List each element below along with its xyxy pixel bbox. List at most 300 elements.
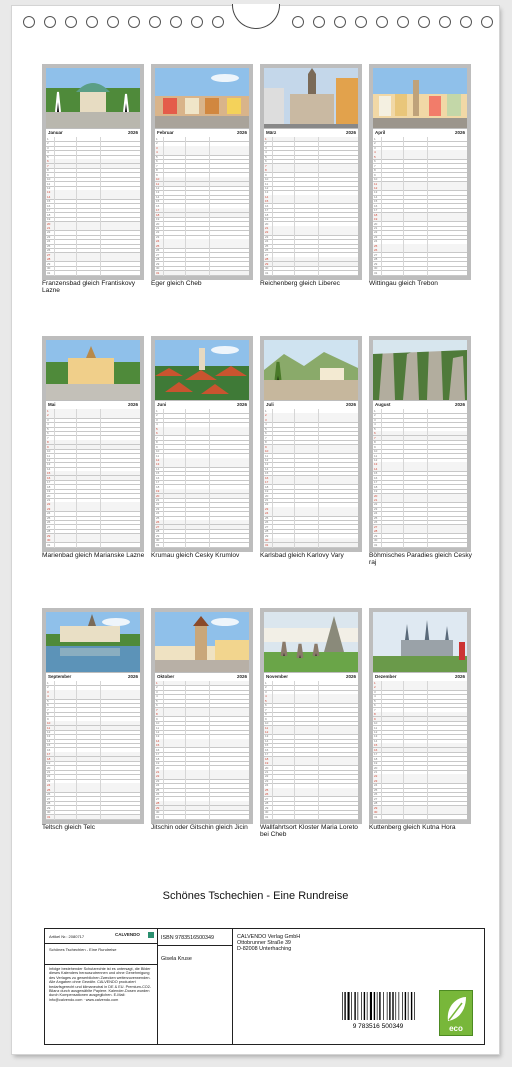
day-number: 16 xyxy=(156,203,160,208)
day-number: 28 xyxy=(374,529,378,534)
month-header xyxy=(46,129,140,137)
day-number: 9 xyxy=(265,444,267,449)
day-number: 9 xyxy=(47,444,49,449)
day-number: 26 xyxy=(47,520,51,525)
day-number: 25 xyxy=(374,515,378,520)
day-number: 13 xyxy=(374,190,378,195)
month-name: Juli xyxy=(266,402,274,407)
grid-column-line xyxy=(163,137,164,276)
day-number: 14 xyxy=(47,466,51,471)
day-number: 30 xyxy=(47,810,51,815)
day-number: 27 xyxy=(265,796,269,801)
month-year: 2026 xyxy=(345,674,356,679)
grid-column-line xyxy=(100,137,101,276)
day-number: 31 xyxy=(47,814,51,819)
day-number: 20 xyxy=(47,221,51,226)
day-number: 28 xyxy=(156,801,160,806)
day-number: 23 xyxy=(156,778,160,783)
day-number: 20 xyxy=(265,221,269,226)
day-number: 31 xyxy=(47,270,51,275)
binding-hole xyxy=(313,16,325,28)
day-number: 29 xyxy=(47,805,51,810)
panel-middle xyxy=(158,929,233,1044)
day-number: 4 xyxy=(374,694,376,699)
day-number: 20 xyxy=(374,221,378,226)
day-number: 25 xyxy=(265,243,269,248)
month-header xyxy=(373,129,467,137)
day-number: 19 xyxy=(47,489,51,494)
month-header xyxy=(264,401,358,409)
day-number: 11 xyxy=(265,725,269,730)
month-caption: Eger gleich Cheb xyxy=(151,280,202,287)
day-number: 29 xyxy=(374,805,378,810)
day-number: 16 xyxy=(156,475,160,480)
grid-column-line xyxy=(403,409,404,548)
day-number: 21 xyxy=(265,770,269,774)
binding-hole xyxy=(191,16,203,28)
grid-column-line xyxy=(209,409,210,548)
month-photo xyxy=(264,340,358,400)
day-number: 29 xyxy=(265,805,269,810)
day-number: 30 xyxy=(265,266,269,271)
day-number: 28 xyxy=(265,801,269,806)
day-number: 4 xyxy=(47,150,49,155)
binding-hole xyxy=(86,16,98,28)
barcode-number: 9 783516 500349 xyxy=(352,1023,404,1030)
day-number: 1 xyxy=(265,409,267,413)
grid-column-line xyxy=(185,137,186,276)
day-number: 15 xyxy=(265,199,269,204)
grid-column-line xyxy=(427,681,428,820)
day-grid xyxy=(264,681,358,820)
grid-column-line xyxy=(318,681,319,820)
day-number: 11 xyxy=(374,453,378,458)
month-photo xyxy=(46,68,140,128)
month-caption: Franzensbad gleich Frantiskovy Lazne xyxy=(42,280,136,295)
day-number: 25 xyxy=(156,787,160,792)
day-number: 24 xyxy=(156,783,160,788)
day-number: 17 xyxy=(47,480,51,485)
month-header xyxy=(46,401,140,409)
month-10 xyxy=(151,608,253,824)
day-number: 9 xyxy=(156,172,158,177)
day-number: 1 xyxy=(156,137,158,141)
day-number: 15 xyxy=(156,471,160,476)
month-photo xyxy=(373,612,467,672)
day-row xyxy=(155,543,249,548)
month-year: 2026 xyxy=(236,130,247,135)
month-header xyxy=(46,673,140,681)
day-number: 14 xyxy=(47,738,51,743)
day-number: 11 xyxy=(47,453,51,458)
month-year: 2026 xyxy=(127,130,138,135)
isbn: ISBN 9783516500349 xyxy=(161,935,215,941)
day-grid xyxy=(373,409,467,548)
day-number: 8 xyxy=(156,440,158,445)
day-number: 7 xyxy=(374,435,376,440)
day-number: 25 xyxy=(156,515,160,520)
day-number: 3 xyxy=(156,689,158,694)
day-number: 6 xyxy=(47,431,49,436)
day-number: 7 xyxy=(265,163,267,168)
day-number: 17 xyxy=(374,480,378,485)
day-number: 30 xyxy=(265,538,269,543)
day-number: 14 xyxy=(47,194,51,199)
day-number: 22 xyxy=(156,230,160,235)
day-number: 25 xyxy=(374,787,378,792)
day-number: 27 xyxy=(47,524,51,529)
day-number: 25 xyxy=(156,243,160,248)
month-name: November xyxy=(266,674,289,679)
day-number: 6 xyxy=(374,703,376,708)
day-number: 22 xyxy=(374,502,378,507)
month-photo xyxy=(46,612,140,672)
day-number: 2 xyxy=(47,141,49,146)
day-number: 19 xyxy=(265,217,269,222)
grid-column-line xyxy=(54,681,55,820)
binding-hole xyxy=(376,16,388,28)
day-number: 31 xyxy=(265,270,269,275)
day-number: 31 xyxy=(156,270,160,275)
day-number: 18 xyxy=(156,756,160,761)
day-number: 22 xyxy=(265,230,269,235)
day-number: 10 xyxy=(47,177,51,182)
day-number: 3 xyxy=(47,689,49,694)
day-number: 11 xyxy=(265,453,269,458)
day-number: 30 xyxy=(156,538,160,543)
grid-column-line xyxy=(76,409,77,548)
day-number: 5 xyxy=(374,426,376,431)
day-number: 22 xyxy=(47,230,51,235)
day-number: 2 xyxy=(156,141,158,146)
binding-hole xyxy=(170,16,182,28)
day-number: 4 xyxy=(265,694,267,699)
day-row xyxy=(155,815,249,820)
day-number: 24 xyxy=(374,239,378,244)
info-panel xyxy=(44,928,485,1045)
day-number: 3 xyxy=(265,417,267,422)
day-number: 14 xyxy=(265,738,269,743)
day-number: 26 xyxy=(374,520,378,525)
day-number: 20 xyxy=(374,765,378,770)
day-number: 19 xyxy=(156,761,160,766)
month-caption: Marienbad gleich Marianske Lazne xyxy=(42,552,145,559)
day-number: 11 xyxy=(47,725,51,730)
day-number: 20 xyxy=(265,493,269,498)
day-number: 8 xyxy=(374,168,376,173)
day-number: 13 xyxy=(47,734,51,739)
day-number: 27 xyxy=(374,252,378,257)
month-name: Februar xyxy=(157,130,174,135)
day-number: 2 xyxy=(374,413,376,418)
grid-column-line xyxy=(294,137,295,276)
month-11 xyxy=(260,608,362,824)
day-number: 3 xyxy=(47,417,49,422)
day-number: 19 xyxy=(156,217,160,222)
day-number: 23 xyxy=(47,506,51,511)
day-row xyxy=(155,271,249,276)
day-number: 10 xyxy=(374,177,378,182)
day-number: 13 xyxy=(156,734,160,739)
day-number: 26 xyxy=(374,792,378,797)
day-number: 13 xyxy=(47,190,51,195)
day-number: 25 xyxy=(47,243,51,248)
day-number: 31 xyxy=(265,542,269,547)
day-number: 22 xyxy=(156,502,160,507)
day-number: 2 xyxy=(47,413,49,418)
day-number: 12 xyxy=(47,729,51,734)
day-number: 16 xyxy=(156,747,160,752)
month-name: Januar xyxy=(48,130,63,135)
day-number: 28 xyxy=(47,801,51,806)
day-grid xyxy=(155,681,249,820)
month-year: 2026 xyxy=(454,130,465,135)
day-number: 2 xyxy=(265,413,267,418)
day-number: 8 xyxy=(156,712,158,717)
day-number: 31 xyxy=(156,542,160,547)
binding-hole xyxy=(355,16,367,28)
day-number: 16 xyxy=(47,747,51,752)
day-number: 12 xyxy=(156,729,160,734)
day-number: 8 xyxy=(374,440,376,445)
day-number: 4 xyxy=(47,422,49,427)
month-photo xyxy=(46,340,140,400)
day-number: 28 xyxy=(265,529,269,534)
day-number: 5 xyxy=(265,698,267,703)
day-number: 8 xyxy=(265,712,267,717)
day-number: 15 xyxy=(47,471,51,476)
month-2 xyxy=(151,64,253,280)
day-number: 24 xyxy=(47,783,51,788)
day-number: 31 xyxy=(374,814,378,819)
day-number: 5 xyxy=(374,698,376,703)
day-number: 1 xyxy=(47,681,49,685)
grid-column-line xyxy=(54,137,55,276)
day-number: 19 xyxy=(265,489,269,494)
grid-column-line xyxy=(100,681,101,820)
grid-column-line xyxy=(163,409,164,548)
day-number: 16 xyxy=(47,203,51,208)
day-number: 23 xyxy=(265,506,269,511)
binding-hole xyxy=(128,16,140,28)
day-number: 8 xyxy=(156,168,158,173)
day-number: 6 xyxy=(47,159,49,164)
day-number: 27 xyxy=(156,252,160,257)
grid-column-line xyxy=(54,409,55,548)
day-number: 7 xyxy=(156,163,158,168)
day-number: 15 xyxy=(374,199,378,204)
day-number: 2 xyxy=(374,141,376,146)
binding-hole xyxy=(397,16,409,28)
binding-hole xyxy=(439,16,451,28)
day-number: 2 xyxy=(265,685,267,690)
article-number: Artikel Nr.: 2080717 xyxy=(49,934,85,939)
day-number: 20 xyxy=(374,493,378,498)
day-number: 13 xyxy=(156,462,160,467)
day-number: 21 xyxy=(47,498,51,502)
day-number: 1 xyxy=(156,681,158,685)
grid-column-line xyxy=(272,137,273,276)
day-number: 7 xyxy=(374,163,376,168)
day-number: 7 xyxy=(265,707,267,712)
day-number: 5 xyxy=(374,154,376,159)
day-number: 29 xyxy=(265,533,269,538)
day-number: 27 xyxy=(374,524,378,529)
day-number: 26 xyxy=(156,520,160,525)
day-number: 4 xyxy=(47,694,49,699)
day-number: 4 xyxy=(156,694,158,699)
day-grid xyxy=(46,137,140,276)
day-number: 11 xyxy=(156,725,160,730)
day-number: 8 xyxy=(47,440,49,445)
day-number: 3 xyxy=(265,689,267,694)
month-name: Juni xyxy=(157,402,167,407)
grid-column-line xyxy=(318,409,319,548)
day-number: 23 xyxy=(374,778,378,783)
day-number: 9 xyxy=(374,172,376,177)
day-number: 26 xyxy=(156,248,160,253)
day-number: 28 xyxy=(156,529,160,534)
day-number: 12 xyxy=(265,729,269,734)
month-year: 2026 xyxy=(236,402,247,407)
day-number: 17 xyxy=(265,208,269,213)
day-number: 16 xyxy=(265,747,269,752)
day-number: 8 xyxy=(374,712,376,717)
grid-column-line xyxy=(76,137,77,276)
day-number: 17 xyxy=(156,752,160,757)
day-number: 27 xyxy=(47,796,51,801)
day-number: 9 xyxy=(374,716,376,721)
day-number: 19 xyxy=(374,217,378,222)
day-number: 26 xyxy=(47,792,51,797)
day-number: 4 xyxy=(374,150,376,155)
day-number: 18 xyxy=(374,484,378,489)
day-number: 13 xyxy=(265,190,269,195)
binding-hole xyxy=(418,16,430,28)
day-number: 25 xyxy=(47,787,51,792)
day-number: 1 xyxy=(47,409,49,413)
day-number: 7 xyxy=(47,707,49,712)
day-number: 28 xyxy=(374,801,378,806)
day-number: 23 xyxy=(374,506,378,511)
day-number: 1 xyxy=(374,681,376,685)
day-number: 4 xyxy=(156,150,158,155)
day-row xyxy=(46,815,140,820)
day-number: 21 xyxy=(156,226,160,230)
day-number: 2 xyxy=(156,413,158,418)
day-number: 26 xyxy=(265,520,269,525)
month-year: 2026 xyxy=(345,130,356,135)
day-number: 24 xyxy=(265,511,269,516)
publisher-street: Ottobrunner Straße 39 xyxy=(237,940,291,946)
day-number: 14 xyxy=(374,738,378,743)
day-number: 12 xyxy=(374,185,378,190)
day-number: 13 xyxy=(374,462,378,467)
day-number: 20 xyxy=(156,221,160,226)
month-8 xyxy=(369,336,471,552)
day-number: 31 xyxy=(47,542,51,547)
day-number: 10 xyxy=(156,721,160,726)
month-name: Mai xyxy=(48,402,56,407)
day-number: 19 xyxy=(265,761,269,766)
day-number: 11 xyxy=(47,181,51,186)
month-photo xyxy=(264,612,358,672)
day-number: 27 xyxy=(374,796,378,801)
month-year: 2026 xyxy=(236,674,247,679)
month-photo xyxy=(264,68,358,128)
day-number: 20 xyxy=(156,765,160,770)
grid-column-line xyxy=(318,137,319,276)
day-number: 18 xyxy=(156,484,160,489)
day-number: 3 xyxy=(374,417,376,422)
day-number: 18 xyxy=(374,212,378,217)
month-header xyxy=(155,401,249,409)
day-number: 25 xyxy=(265,515,269,520)
day-number: 29 xyxy=(156,533,160,538)
barcode xyxy=(340,992,416,1030)
day-number: 21 xyxy=(265,226,269,230)
day-number: 19 xyxy=(374,489,378,494)
day-number: 1 xyxy=(265,681,267,685)
month-caption: Kuttenberg gleich Kutna Hora xyxy=(369,824,456,831)
binding-hole xyxy=(292,16,304,28)
day-row xyxy=(46,271,140,276)
day-number: 21 xyxy=(374,498,378,502)
day-grid xyxy=(46,681,140,820)
day-number: 19 xyxy=(156,489,160,494)
grid-column-line xyxy=(272,681,273,820)
day-number: 24 xyxy=(47,511,51,516)
day-number: 13 xyxy=(265,462,269,467)
day-number: 10 xyxy=(156,449,160,454)
month-6 xyxy=(151,336,253,552)
day-number: 31 xyxy=(265,814,269,819)
binding-hole xyxy=(334,16,346,28)
day-number: 6 xyxy=(265,159,267,164)
day-number: 3 xyxy=(374,689,376,694)
day-number: 11 xyxy=(374,725,378,730)
day-number: 25 xyxy=(47,515,51,520)
month-photo xyxy=(373,68,467,128)
day-number: 10 xyxy=(265,177,269,182)
day-number: 22 xyxy=(47,502,51,507)
grid-column-line xyxy=(427,409,428,548)
author: Gisela Kruse xyxy=(161,956,192,962)
day-number: 15 xyxy=(156,199,160,204)
day-number: 24 xyxy=(374,511,378,516)
day-number: 12 xyxy=(156,457,160,462)
month-name: April xyxy=(375,130,386,135)
day-number: 12 xyxy=(156,185,160,190)
month-photo xyxy=(155,340,249,400)
month-caption: Reichenberg gleich Liberec xyxy=(260,280,340,287)
day-number: 30 xyxy=(374,810,378,815)
binding-hole xyxy=(44,16,56,28)
day-number: 22 xyxy=(156,774,160,779)
day-number: 1 xyxy=(265,137,267,141)
day-number: 16 xyxy=(47,475,51,480)
day-number: 17 xyxy=(374,752,378,757)
day-number: 1 xyxy=(47,137,49,141)
day-number: 18 xyxy=(47,756,51,761)
month-year: 2026 xyxy=(454,674,465,679)
grid-column-line xyxy=(100,409,101,548)
binding-hole xyxy=(107,16,119,28)
day-number: 16 xyxy=(374,475,378,480)
day-number: 6 xyxy=(156,159,158,164)
day-row xyxy=(373,815,467,820)
day-number: 19 xyxy=(47,761,51,766)
